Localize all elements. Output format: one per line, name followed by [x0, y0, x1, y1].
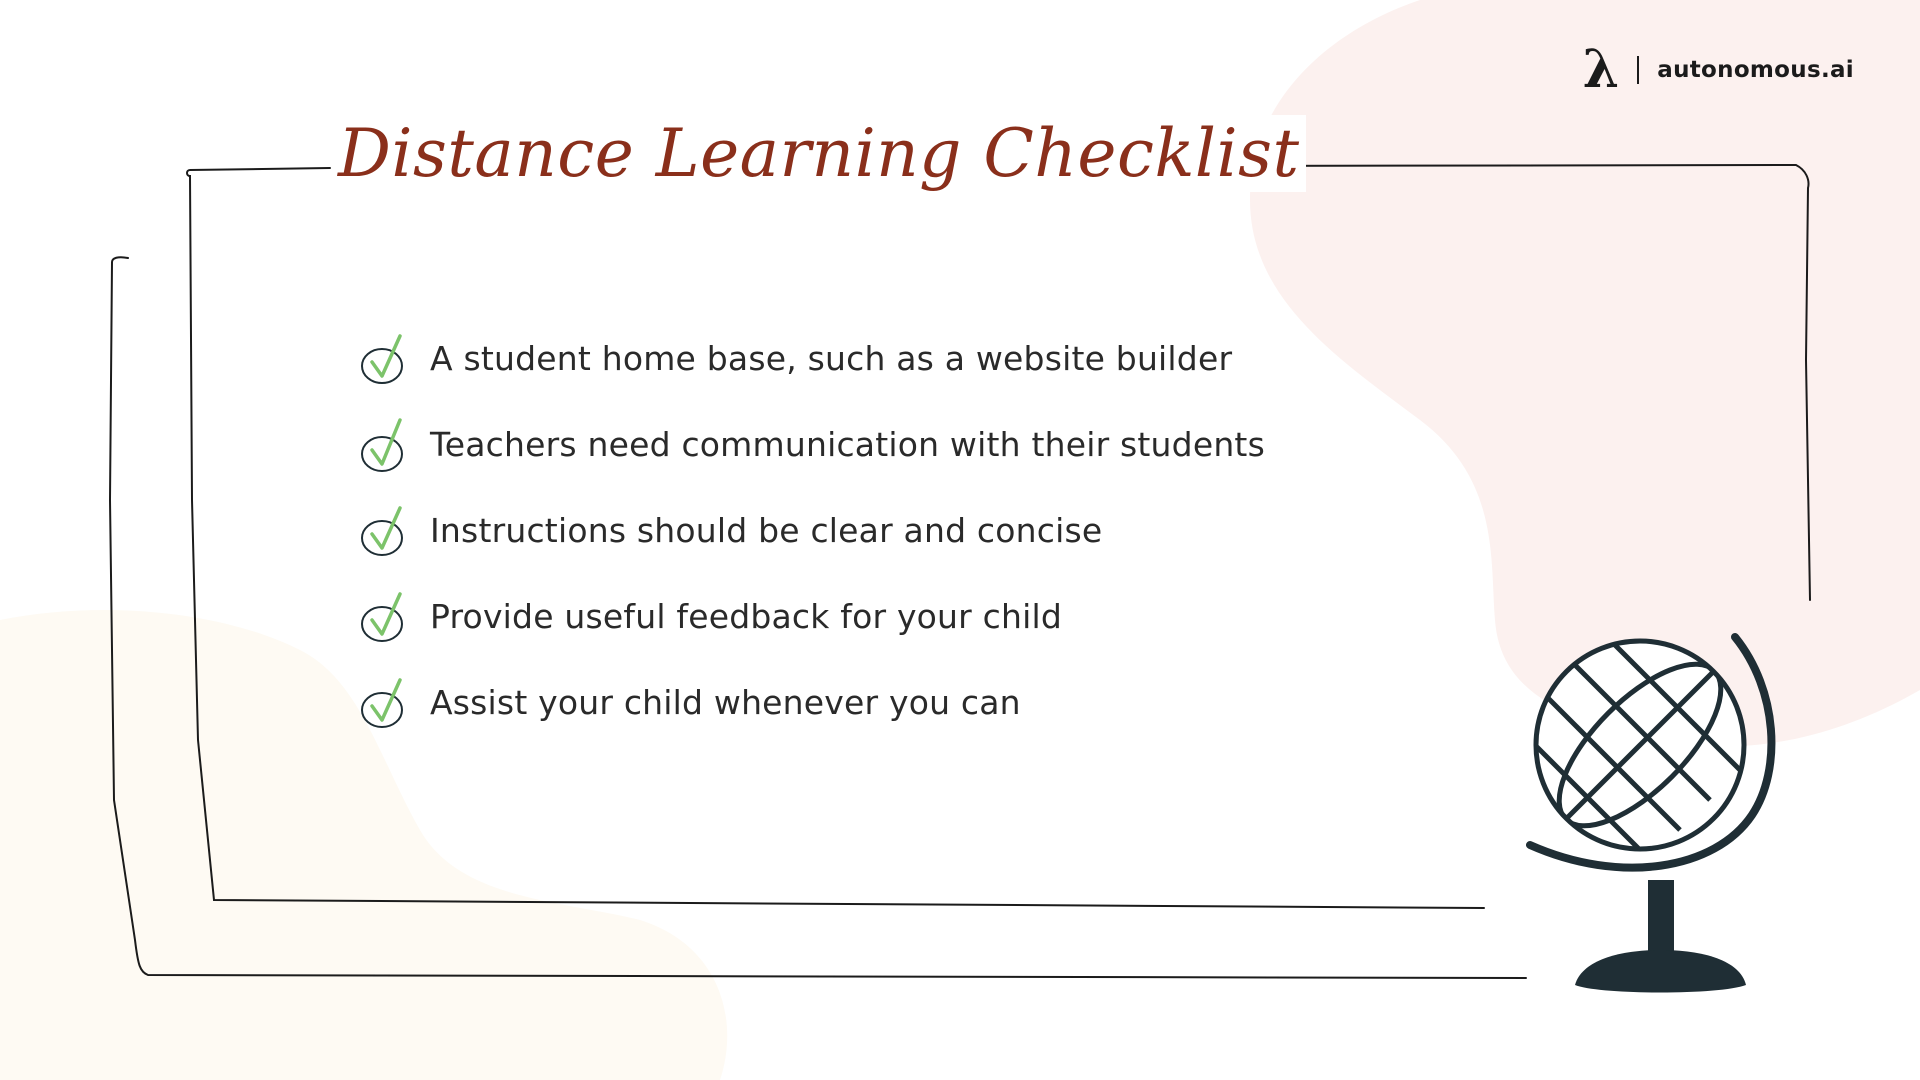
check-circle-icon — [360, 328, 408, 388]
list-item-text: A student home base, such as a website builder — [430, 338, 1233, 378]
list-item-text: Provide useful feedback for your child — [430, 596, 1062, 636]
list-item — [360, 401, 1265, 487]
list-item-text: Assist your child whenever you can — [430, 682, 1021, 722]
checklist — [360, 315, 1265, 745]
list-item — [360, 659, 1265, 745]
lambda-icon: λ — [1582, 39, 1620, 100]
frame-top-right — [1190, 165, 1810, 600]
check-circle-icon — [360, 586, 408, 646]
list-item-text: Instructions should be clear and concise — [430, 510, 1103, 550]
list-item — [360, 315, 1265, 401]
brand-name: autonomous.ai — [1657, 57, 1854, 83]
check-circle-icon — [360, 672, 408, 732]
list-item — [360, 487, 1265, 573]
globe-icon — [1520, 630, 1790, 1005]
brand-divider — [1637, 56, 1639, 84]
brand — [1582, 39, 1854, 100]
check-circle-icon — [360, 414, 408, 474]
check-circle-icon — [360, 500, 408, 560]
list-item-text: Teachers need communication with their students — [430, 424, 1265, 464]
page-title: Distance Learning Checklist — [332, 115, 1306, 192]
list-item — [360, 573, 1265, 659]
